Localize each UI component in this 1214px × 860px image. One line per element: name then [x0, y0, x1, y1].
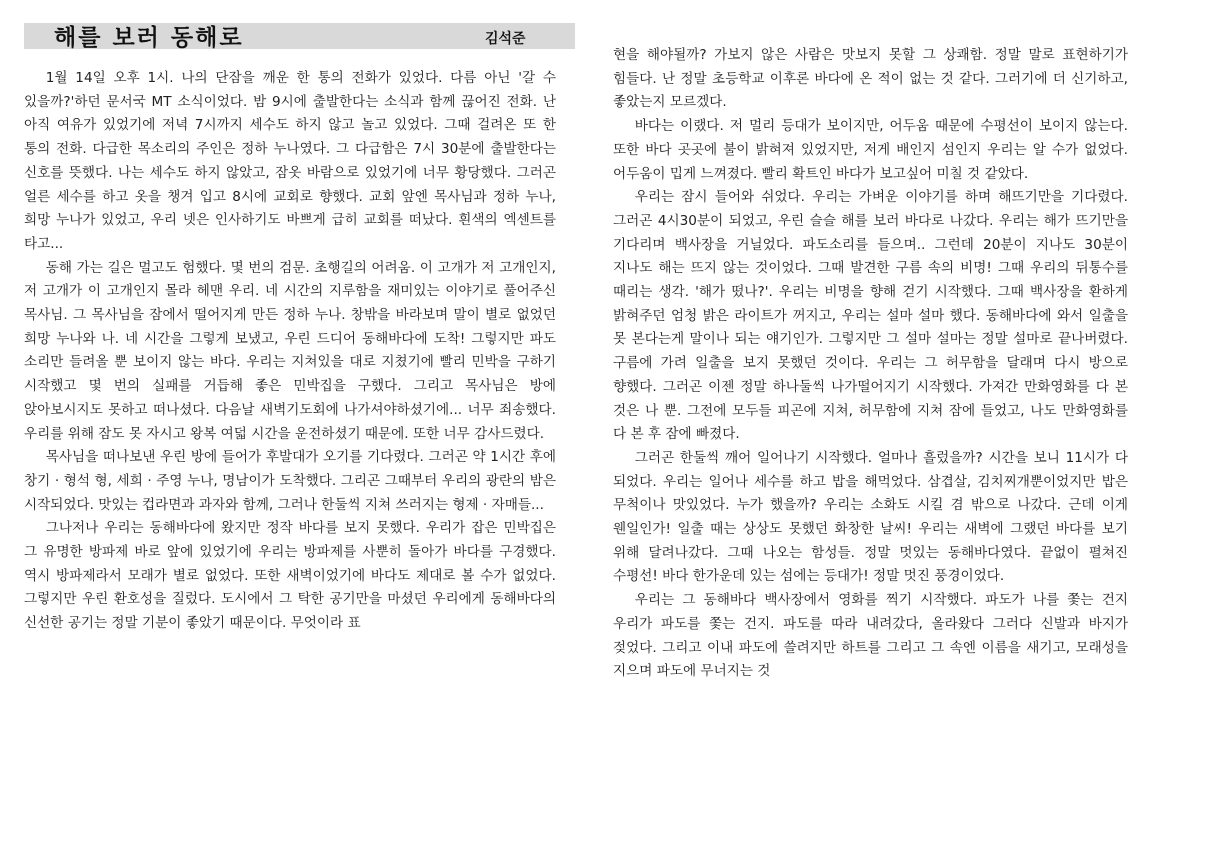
paragraph: 그나저나 우리는 동해바다에 왔지만 정작 바다를 보지 못했다. 우리가 잡은 민박집은 그 유명한 방파제 바로 앞에 있었기에 우리는 방파제를 사뿐히 돌아가 바다를 구경했다. 역시 방파제라서 모래가 별로 없었다. 또한 새벽이었기에 바다도 제대로 볼 수가 없었다. 그렇지만 우린 환호성을 질렀다. 도시에서 그 탁한 공기만을 마셨던 우리에게 동해바다의 신선한 공기는 정말 기분이 좋았기 때문이다. 무엇이라 표	[24, 520, 556, 632]
paragraph: 동해 가는 길은 멀고도 험했다. 몇 번의 검문. 초행길의 어려움. 이 고개가 저 고개인지, 저 고개가 이 고개인지 몰라 헤맨 우리. 네 시간의 지루함을 재미있는 이야기로 풀어주신 목사님. 그 목사님을 잠에서 떨어지게 만든 정하 누나. 창밖을 바라보며 말이 별로 없었던 희망 누나와 나. 네 시간을 그렇게 보냈고, 우린 드디어 동해바다에 도착! 그렇지만 파도 소리만 들려올 뿐 보이지 않는 바다. 우리는 지쳐있을 대로 지쳤기에 빨리 민박을 구하기 시작했고 몇 번의 실패를 거듭해 좋은 민박집을 구했다. 그리고 목사님은 방에 앉아보시지도 못하고 떠나셨다. 다음날 새벽기도회에 나가셔야하셨기에... 너무 죄송했다. 우리를 위해 잠도 못 자시고 왕복 여덟 시간을 운전하셨기 때문에. 또한 너무 감사드렸다.	[24, 259, 556, 442]
paragraph: 그러곤 한둘씩 깨어 일어나기 시작했다. 얼마나 흘렀을까? 시간을 보니 11시가 다 되었다. 우리는 일어나 세수를 하고 밥을 해먹었다. 삼겹살, 김치찌개뿐이었지만 밥은 무척이나 맛있었다. 누가 했을까? 우리는 소화도 시킬 겸 밖으로 나갔다. 근데 이게 웬일인가! 일출 때는 상상도 못했던 화창한 날씨! 우리는 새벽에 그랬던 바다를 보기 위해 달려나갔다. 그때 나오는 함성들. 정말 멋있는 동해바다였다. 끝없이 펼쳐진 수평선! 바다 한가운데 있는 섬에는 등대가! 정말 멋진 풍경이었다.	[613, 449, 1128, 585]
paragraph: 목사님을 떠나보낸 우린 방에 들어가 후발대가 오기를 기다렸다. 그러곤 약 1시간 후에 창기 · 형석 형, 세희 · 주영 누나, 명남이가 도착했다. 그리곤 그때부터 우리의 광란의 밤은 시작되었다. 맛있는 컵라면과 과자와 함께, 그러나 한둘씩 지쳐 쓰러지는 형제 · 자매들...	[24, 449, 556, 513]
article-author: 김석준	[485, 31, 526, 47]
paragraph: 1월 14일 오후 1시. 나의 단잠을 깨운 한 통의 전화가 있었다. 다름 아닌 '갈 수 있을까?'하던 문서국 MT 소식이었다. 밤 9시에 출발한다는 소식과 함께 끊어진 전화. 난 아직 여유가 있었기에 저녁 7시까지 세수도 하지 않고 놀고 있었다. 그때 걸려온 또 한 통의 전화. 다급한 목소리의 주인은 정하 누나였다. 그 다급함은 7시 30분에 출발한다는 신호를 뜻했다. 나는 세수도 하지 않았고, 잠옷 바람으로 있었기에 너무 황당했다. 그러곤 얼른 세수를 하고 옷을 챙겨 입고 8시에 교회로 향했다. 교회 앞엔 목사님과 정하 누나, 희망 누나가 있었고, 우리 넷은 인사하기도 바쁘게 급히 교회를 떠났다. 흰색의 엑센트를 타고...	[24, 70, 556, 252]
paragraph-continued: 현을 해야될까? 가보지 않은 사람은 맛보지 못할 그 상쾌함. 정말 말로 표현하기가 힘들다. 난 정말 초등학교 이후론 바다에 온 적이 없는 것 같다. 그러기에 더 신기하고, 좋았는지 모르겠다.	[613, 47, 1128, 111]
left-text-column	[24, 67, 556, 636]
paragraph: 우리는 그 동해바다 백사장에서 영화를 찍기 시작했다. 파도가 나를 쫓는 건지 우리가 파도를 쫓는 건지. 파도를 따라 내려갔다, 올라왔다 그러다 신발과 바지가 젖었다. 그리고 이내 파도에 쓸려지만 하트를 그리고 그 속엔 이름을 새기고, 모래성을 지으며 파도에 무너지는 것	[613, 592, 1128, 680]
article-title: 해를 보러 동해로	[54, 25, 244, 51]
paragraph: 우리는 잠시 들어와 쉬었다. 우리는 가벼운 이야기를 하며 해뜨기만을 기다렸다. 그러곤 4시30분이 되었고, 우린 슬슬 해를 보러 바다로 나갔다. 우리는 해가 뜨기만을 기다리며 백사장을 거닐었다. 파도소리를 들으며.. 그런데 20분이 지나도 30분이 지나도 해는 뜨지 않는 것이었다. 그때 발견한 구름 속의 비명! 그때 우리의 뒤통수를 때리는 생각. '해가 떴나?'. 우리는 비명을 향해 걷기 시작했다. 그때 백사장을 환하게 밝혀주던 엄청 밝은 라이트가 꺼지고, 우리는 설마 설마 했다. 동해바다에 와서 일출을 못 본다는게 말이나 되는 얘기인가. 그렇지만 그 설마 설마는 정말 설마로 끝나버렸다. 구름에 가려 일출을 보지 못했던 것이다. 우리는 그 허무함을 달래며 다시 방으로 향했다. 그러곤 이젠 정말 하나둘씩 나가떨어지기 시작했다. 가져간 만화영화를 다 본 것은 나 뿐. 그전에 모두들 피곤에 지쳐, 허무함에 지쳐 잠에 들었고, 나도 만화영화를 다 본 후 잠에 빠졌다.	[613, 189, 1128, 443]
paragraph: 바다는 이랬다. 저 멀리 등대가 보이지만, 어두움 때문에 수평선이 보이지 않는다. 또한 바다 곳곳에 불이 밝혀져 있었지만, 저게 배인지 섬인지 우리는 알 수가 없었다. 어두움이 밉게 느껴졌다. 빨리 확트인 바다가 보고싶어 미칠 것 같았다.	[613, 118, 1128, 182]
right-text-column	[613, 44, 1128, 684]
